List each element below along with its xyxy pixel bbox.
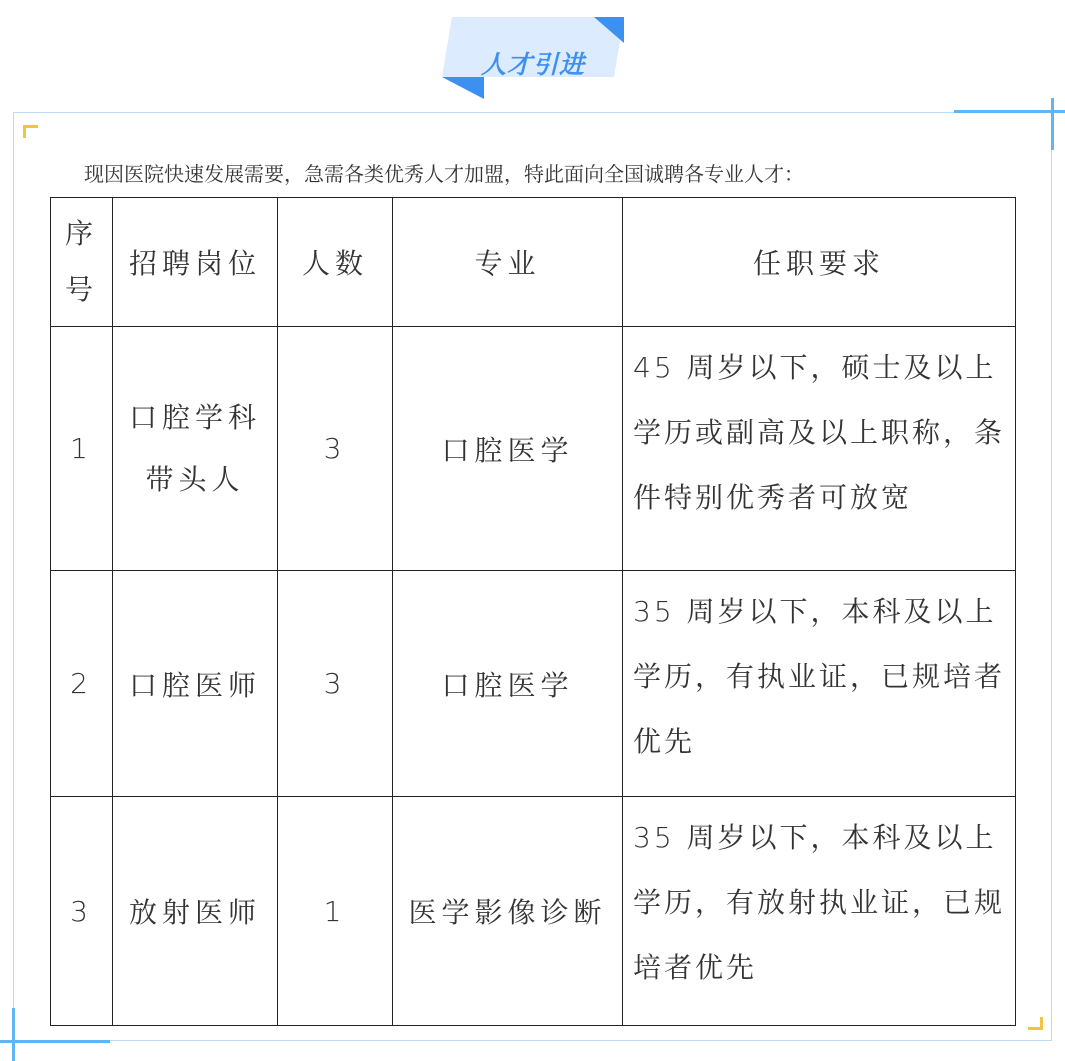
frame-accent-line xyxy=(12,1008,15,1061)
row-position-line2: 带头人 xyxy=(145,462,245,496)
intro-text: 现因医院快速发展需要，急需各类优秀人才加盟，特此面向全国诚聘各专业人才： xyxy=(84,162,804,186)
row-count: 3 xyxy=(278,327,393,571)
row-index: 3 xyxy=(51,797,113,1026)
table-row xyxy=(51,571,1016,797)
row-requirement: 35 周岁以下，本科及以上学历，有执业证，已规培者优先 xyxy=(623,571,1016,797)
frame-accent-line xyxy=(1051,98,1054,150)
row-position: 口腔医师 xyxy=(113,571,278,797)
row-count: 3 xyxy=(278,571,393,797)
section-title: 人才引进 xyxy=(480,50,585,79)
frame-accent-line xyxy=(0,1040,110,1043)
recruitment-table xyxy=(50,197,1016,1026)
row-major: 口腔医学 xyxy=(393,571,623,797)
corner-bracket-top-left xyxy=(23,125,38,138)
header-index xyxy=(51,198,113,327)
row-position xyxy=(113,327,278,571)
header-position: 招聘岗位 xyxy=(113,198,278,327)
section-ribbon xyxy=(442,15,624,99)
header-requirement: 任职要求 xyxy=(623,198,1016,327)
row-index: 1 xyxy=(51,327,113,571)
row-index: 2 xyxy=(51,571,113,797)
header-index-line1: 序 xyxy=(64,217,98,250)
row-count: 1 xyxy=(278,797,393,1026)
header-major: 专业 xyxy=(393,198,623,327)
table-row xyxy=(51,797,1016,1026)
row-requirement: 35 周岁以下，本科及以上学历，有放射执业证，已规培者优先 xyxy=(623,797,1016,1026)
table-header-row xyxy=(51,198,1016,327)
frame-accent-line xyxy=(954,110,1065,113)
row-requirement: 45 周岁以下，硕士及以上学历或副高及以上职称，条件特别优秀者可放宽 xyxy=(623,327,1016,571)
header-index-line2: 号 xyxy=(64,273,98,306)
corner-bracket-bottom-right xyxy=(1028,1017,1043,1030)
table-row xyxy=(51,327,1016,571)
row-position: 放射医师 xyxy=(113,797,278,1026)
row-major: 医学影像诊断 xyxy=(393,797,623,1026)
row-position-line1: 口腔学科 xyxy=(128,400,261,434)
row-major: 口腔医学 xyxy=(393,327,623,571)
header-count: 人数 xyxy=(278,198,393,327)
